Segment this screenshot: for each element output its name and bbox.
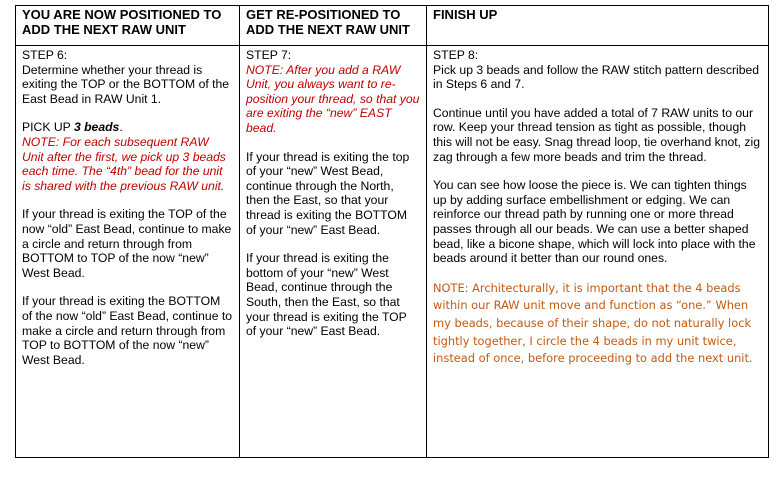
header-repositioned: GET RE-POSITIONED TO ADD THE NEXT RAW UNIT bbox=[240, 6, 427, 46]
header-row bbox=[16, 6, 769, 46]
step-8-label: STEP 8: bbox=[433, 48, 479, 62]
step-6-cell bbox=[16, 46, 240, 458]
step-6-bottom-case: If your thread is exiting the BOTTOM of the now “old” East Bead, continue to make a circle and return through from TOP to BOTTOM of the now “new” West Bead. bbox=[22, 294, 233, 367]
step-8-text: Pick up 3 beads and follow the RAW stitch pattern described in Steps 6 and 7. bbox=[433, 62, 760, 92]
step-6-top-case: If your thread is exiting the TOP of the now “old” East Bead, continue to make a circle and return through from BOTTOM to TOP of the now “new” West Bead. bbox=[22, 207, 232, 280]
header-positioned: YOU ARE NOW POSITIONED TO ADD THE NEXT RAW UNIT bbox=[16, 6, 240, 46]
step-7-bottom-case: If your thread is exiting the bottom of your “new” West Bead, continue through the South, then the East, so that your thread is exiting the TOP of your “new” East Bead. bbox=[246, 251, 407, 339]
continue-paragraph: Continue until you have added a total of 7 RAW units to our row. Keep your thread tension as tight as possible, though this will not be easy. Snag thread loop, tie overhand knot, zig zag through a few more beads and trim the thread. bbox=[433, 105, 761, 164]
header-finish-up: FINISH UP bbox=[427, 6, 769, 46]
loose-piece-paragraph: You can see how loose the piece is. We can tighten things up by adding surface embellishment or edging. We can reinforce our thread path by running one or more thread passes through all our beads. We can use a better shaped bead, like a bicone shape, which will lock into place with the beads around it better than our round ones. bbox=[433, 178, 756, 266]
pick-up-count: 3 beads bbox=[73, 120, 120, 135]
architecture-note: NOTE: Architecturally, it is important that the 4 beads within our RAW unit move and function as “one.” When my beads, because of their shape, do not naturally lock tightly together, I circle the 4 beads in my unit twice, instead of once, before proceeding to add the next unit. bbox=[433, 280, 753, 366]
step-7-cell bbox=[240, 46, 427, 458]
pick-up-line bbox=[22, 120, 233, 135]
step-6-label: STEP 6: bbox=[22, 48, 68, 62]
step-6-text: Determine whether your thread is exiting the TOP or the BOTTOM of the East Bead in RAW Unit 1. bbox=[22, 62, 230, 106]
step-7-note: NOTE: After you add a RAW Unit, you always want to re-position your thread, so that you are exiting the “new” EAST bead. bbox=[246, 62, 420, 135]
content-row bbox=[16, 46, 769, 458]
step-6-note: NOTE: For each subsequent RAW Unit after the first, we pick up 3 beads each time. The “4th” bead for the unit is shared with the previous RAW unit. bbox=[22, 134, 226, 193]
step-8-cell bbox=[427, 46, 769, 458]
pick-up-suffix: . bbox=[119, 120, 123, 135]
step-7-top-case: If your thread is exiting the top of your “new” West Bead, continue through the North, then the East, so that your thread is exiting the BOTTOM of your “new” East Bead. bbox=[246, 149, 410, 237]
pick-up-prefix: PICK UP bbox=[22, 120, 74, 135]
instructions-table bbox=[15, 5, 769, 458]
step-7-label: STEP 7: bbox=[246, 48, 292, 62]
